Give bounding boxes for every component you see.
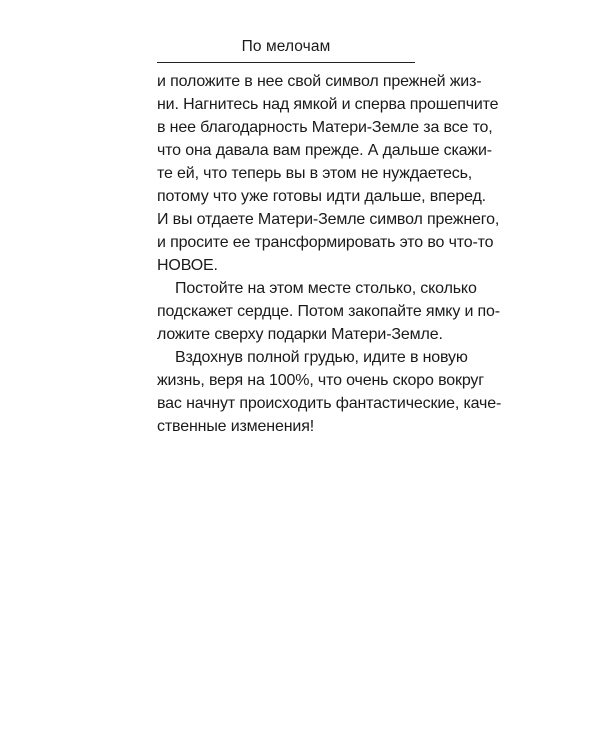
paragraph-3	[157, 346, 502, 438]
text-line: ложите сверху подарки Матери-Земле.	[157, 326, 443, 343]
running-header: По мелочам	[241, 38, 331, 55]
text-line: Вздохнув полной грудью, идите в новую	[175, 349, 468, 366]
paragraph-2	[157, 277, 500, 346]
body-text	[157, 70, 502, 438]
text-line: вас начнут происходить фантастические, каче-	[157, 395, 502, 412]
header-rule	[157, 62, 415, 63]
text-line: в нее благодарность Матери-Земле за все то,	[157, 119, 493, 136]
text-line: НОВОЕ.	[157, 257, 218, 274]
paragraph-1	[157, 70, 500, 277]
text-line: и просите ее трансформировать это во что-то	[157, 234, 494, 251]
text-line: ни. Нагнитесь над ямкой и сперва прошепчите	[157, 96, 499, 113]
text-line: подскажет сердце. Потом закопайте ямку и по-	[157, 303, 500, 320]
text-line: что она давала вам прежде. А дальше скажи-	[157, 142, 492, 159]
text-line: жизнь, веря на 100%, что очень скоро вокруг	[157, 372, 484, 389]
text-line: потому что уже готовы идти дальше, вперед.	[157, 188, 486, 205]
text-line: И вы отдаете Матери-Земле символ прежнего,	[157, 211, 500, 228]
text-line: и положите в нее свой символ прежней жиз-	[157, 73, 482, 90]
text-line: те ей, что теперь вы в этом не нуждаетесь,	[157, 165, 473, 182]
text-line: ственные изменения!	[157, 418, 315, 435]
text-line: Постойте на этом месте столько, сколько	[175, 280, 477, 297]
